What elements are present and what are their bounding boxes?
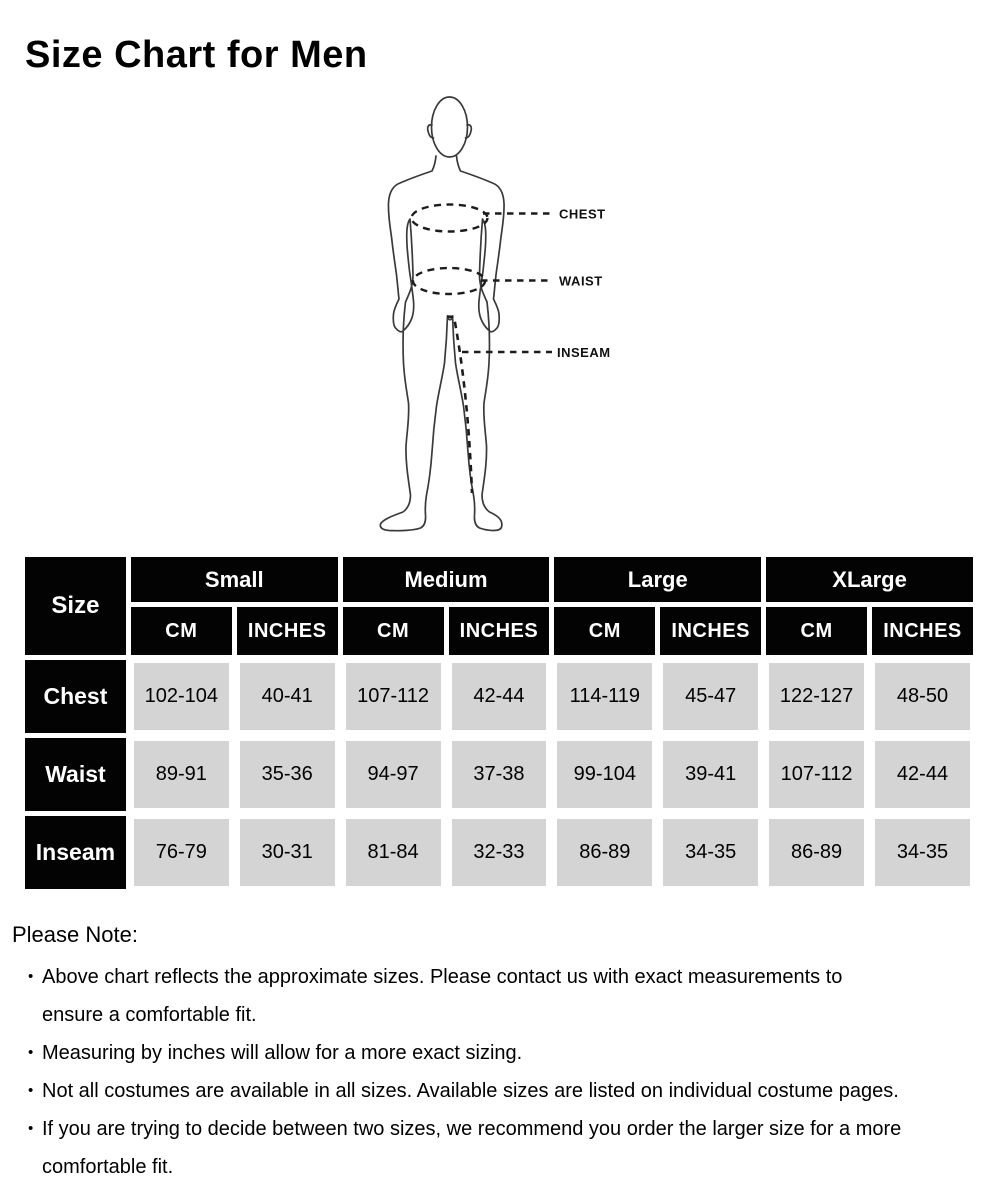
cell-waist-xlarge-cm: 107-112	[766, 738, 867, 811]
cell-chest-medium-cm: 107-112	[343, 660, 444, 733]
size-chart-table-wrap	[20, 552, 978, 894]
unit-header-inches: INCHES	[872, 607, 973, 655]
note-item	[12, 1072, 980, 1110]
cell-chest-large-inches: 45-47	[660, 660, 761, 733]
cell-waist-large-cm: 99-104	[554, 738, 655, 811]
cell-waist-medium-inches: 37-38	[449, 738, 550, 811]
cell-inseam-small-inches: 30-31	[237, 816, 338, 889]
inseam-measure-line	[447, 317, 472, 494]
note-line: ensure a comfortable fit.	[42, 1004, 257, 1026]
waist-measure-ellipse	[413, 268, 485, 294]
cell-chest-small-inches: 40-41	[237, 660, 338, 733]
note-line: • Not all costumes are available in all sizes. Available sizes are listed on individual costume pages.	[42, 1080, 899, 1102]
row-label-chest: Chest	[25, 660, 126, 733]
cell-waist-large-inches: 39-41	[660, 738, 761, 811]
cell-waist-xlarge-inches: 42-44	[872, 738, 973, 811]
unit-header-cm: CM	[554, 607, 655, 655]
row-label-waist: Waist	[25, 738, 126, 811]
row-label-inseam: Inseam	[25, 816, 126, 889]
notes-section	[12, 920, 980, 1186]
inseam-label: INSEAM	[557, 345, 611, 360]
note-line: • If you are trying to decide between two sizes, we recommend you order the larger size for a more	[42, 1118, 902, 1140]
chest-measure-ellipse	[412, 205, 488, 232]
note-item	[12, 1034, 980, 1072]
table-corner-size: Size	[25, 557, 126, 655]
group-header-large: Large	[554, 557, 761, 602]
body-figure-svg	[370, 85, 650, 545]
chest-label: CHEST	[559, 206, 606, 222]
cell-chest-medium-inches: 42-44	[449, 660, 550, 733]
unit-header-row	[25, 607, 973, 655]
note-line: • Above chart reflects the approximate sizes. Please contact us with exact measurements to	[42, 966, 843, 988]
group-header-row	[25, 557, 973, 602]
table-row-chest	[25, 660, 973, 733]
cell-chest-small-cm: 102-104	[131, 660, 232, 733]
cell-chest-xlarge-inches: 48-50	[872, 660, 973, 733]
cell-inseam-medium-inches: 32-33	[449, 816, 550, 889]
cell-waist-medium-cm: 94-97	[343, 738, 444, 811]
cell-waist-small-cm: 89-91	[131, 738, 232, 811]
note-item	[12, 958, 980, 1034]
note-line: comfortable fit.	[42, 1156, 174, 1178]
table-row-waist	[25, 738, 973, 811]
unit-header-inches: INCHES	[449, 607, 550, 655]
group-header-medium: Medium	[343, 557, 550, 602]
cell-chest-xlarge-cm: 122-127	[766, 660, 867, 733]
size-chart-table	[20, 552, 978, 894]
cell-inseam-medium-cm: 81-84	[343, 816, 444, 889]
page-title: Size Chart for Men	[25, 34, 368, 77]
cell-inseam-small-cm: 76-79	[131, 816, 232, 889]
cell-inseam-xlarge-inches: 34-35	[872, 816, 973, 889]
body-measurement-diagram	[370, 85, 650, 545]
notes-heading: Please Note:	[12, 922, 138, 947]
table-row-inseam	[25, 816, 973, 889]
cell-inseam-xlarge-cm: 86-89	[766, 816, 867, 889]
figure-head	[432, 97, 468, 157]
unit-header-cm: CM	[343, 607, 444, 655]
unit-header-inches: INCHES	[237, 607, 338, 655]
unit-header-inches: INCHES	[660, 607, 761, 655]
unit-header-cm: CM	[131, 607, 232, 655]
note-item	[12, 1110, 980, 1186]
unit-header-cm: CM	[766, 607, 867, 655]
cell-inseam-large-inches: 34-35	[660, 816, 761, 889]
cell-chest-large-cm: 114-119	[554, 660, 655, 733]
group-header-small: Small	[131, 557, 338, 602]
group-header-xlarge: XLarge	[766, 557, 973, 602]
cell-waist-small-inches: 35-36	[237, 738, 338, 811]
cell-inseam-large-cm: 86-89	[554, 816, 655, 889]
note-line: • Measuring by inches will allow for a more exact sizing.	[42, 1042, 523, 1064]
waist-label: WAIST	[559, 273, 603, 289]
